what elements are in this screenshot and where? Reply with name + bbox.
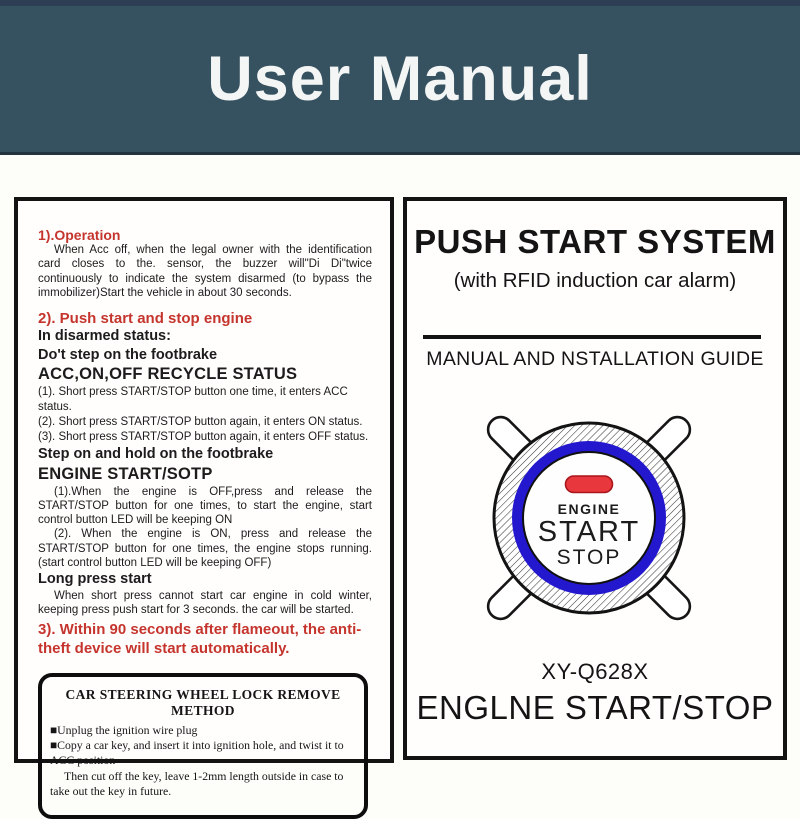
installation-guide-label: MANUAL AND NSTALLATION GUIDE — [426, 348, 764, 370]
led-indicator-icon — [566, 476, 613, 493]
recycle-step-3: (3). Short press START/STOP button again, it enters OFF status. — [38, 431, 369, 444]
engine-start-sotp-line: ENGINE START/SOTP — [38, 464, 213, 483]
divider-line — [423, 335, 761, 339]
steering-lock-title: CAR STEERING WHEEL LOCK REMOVE METHOD — [65, 686, 341, 718]
antitheft-heading: 3). Within 90 seconds after flameout, the anti-theft device will start automatically. — [38, 621, 362, 657]
model-number: XY-Q628X — [541, 659, 649, 684]
recycle-status-line: ACC,ON,OFF RECYCLE STATUS — [38, 365, 298, 384]
long-press-body: When short press cannot start car engine in cold winter, keeping press push start for 3 seconds. the car will be started. — [38, 589, 372, 616]
hold-footbrake-line: Step on and hold on the footbrake — [38, 445, 274, 462]
product-name: ENGLNE START/STOP — [416, 689, 774, 726]
manual-page-right — [403, 197, 787, 760]
engine-start-stop-button-illustration — [427, 396, 751, 640]
manual-page-left — [14, 197, 394, 798]
operation-body: When Acc off, when the legal owner with the identification card closes to the. sensor, the buzzer will"Di Di"twice continuously to indicate the system disarmed (to bypass the immobilizer)Start the vehicle in about 30 seconds. — [38, 244, 372, 299]
rfid-subtitle: (with RFID induction car alarm) — [453, 269, 737, 292]
steering-lock-line3: Then cut off the key, leave 1-2mm length outside in case to take out the key in future. — [50, 768, 344, 798]
engine-off-body: (1).When the engine is OFF,press and release the START/STOP button for one times, to start the engine, start control button LED will be keeping ON — [38, 485, 372, 527]
steering-lock-box — [38, 673, 368, 819]
banner-title: User Manual — [207, 44, 593, 114]
user-manual-banner — [0, 0, 800, 155]
steering-lock-line2: ■Copy a car key, and insert it into ignition hole, and twist it to ACC position — [50, 737, 344, 768]
button-label-stop: STOP — [556, 546, 622, 569]
button-label-engine: ENGINE — [557, 501, 621, 517]
push-start-system-title: PUSH START SYSTEM — [414, 223, 776, 260]
button-label-start: START — [537, 516, 641, 548]
recycle-step-1: (1). Short press START/STOP button one time, it enters ACC status. — [38, 386, 348, 414]
engine-on-body: (2). When the engine is ON, press and release the START/STOP button for one times, the engine stops running. (start control button LED will be keeping OFF) — [38, 528, 372, 569]
operation-heading: 1).Operation — [38, 227, 121, 243]
steering-lock-line1: ■Unplug the ignition wire plug — [50, 722, 198, 737]
push-start-heading: 2). Push start and stop engine — [38, 310, 253, 327]
recycle-step-2: (2). Short press START/STOP button again, it enters ON status. — [38, 416, 363, 429]
disarmed-status-line: In disarmed status: — [38, 328, 171, 344]
footbrake-line: Do't step on the footbrake — [38, 346, 218, 363]
long-press-heading: Long press start — [38, 571, 152, 588]
